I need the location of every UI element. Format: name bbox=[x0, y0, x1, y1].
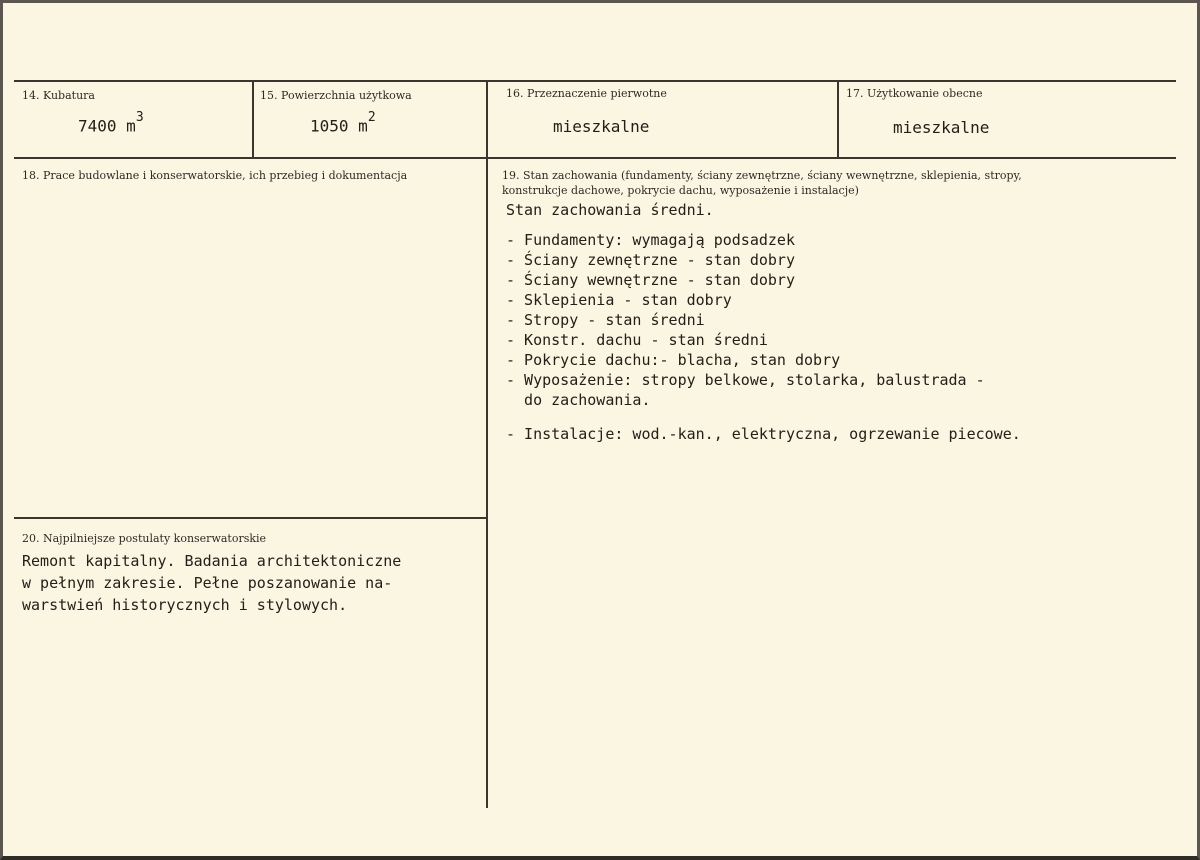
field-15-label: 15. Powierzchnia użytkowa bbox=[260, 89, 412, 102]
list-item: - Konstr. dachu - stan średni bbox=[506, 331, 768, 349]
list-item: do zachowania. bbox=[506, 391, 651, 409]
field-19-installations-item: - Instalacje: wod.-kan., elektryczna, ogrzewanie piecowe. bbox=[506, 425, 1021, 443]
header-bottom-rule bbox=[14, 157, 1176, 159]
powierzchnia-number: 1050 bbox=[310, 116, 349, 136]
field-14-value bbox=[78, 112, 144, 136]
divider-14-15 bbox=[252, 81, 254, 158]
field-18-bottom-rule bbox=[14, 517, 487, 519]
field-15-value bbox=[310, 112, 376, 136]
field-19-label-line2: konstrukcje dachowe, pokrycie dachu, wyposażenie i instalacje) bbox=[502, 184, 859, 197]
list-item: - Wyposażenie: stropy belkowe, stolarka, balustrada - bbox=[506, 371, 985, 389]
field-20-line-1: Remont kapitalny. Badania architektoniczne bbox=[22, 552, 402, 570]
kubatura-number: 7400 bbox=[78, 116, 117, 136]
list-item: - Fundamenty: wymagają podsadzek bbox=[506, 231, 795, 249]
kubatura-unit-exponent: 3 bbox=[135, 110, 144, 125]
powierzchnia-unit: m bbox=[358, 116, 368, 136]
field-17-value: mieszkalne bbox=[893, 118, 990, 137]
list-item: - Sklepienia - stan dobry bbox=[506, 291, 732, 309]
list-item: - Stropy - stan średni bbox=[506, 311, 705, 329]
field-14-label: 14. Kubatura bbox=[22, 89, 95, 102]
list-item: - Pokrycie dachu:- blacha, stan dobry bbox=[506, 351, 841, 369]
field-18-label: 18. Prace budowlane i konserwatorskie, ich przebieg i dokumentacja bbox=[22, 169, 408, 182]
field-17-label: 17. Użytkowanie obecne bbox=[846, 87, 983, 100]
field-19-summary: Stan zachowania średni. bbox=[506, 201, 714, 219]
field-19-condition-list bbox=[506, 230, 985, 410]
field-16-label: 16. Przeznaczenie pierwotne bbox=[506, 87, 667, 100]
divider-16-17 bbox=[837, 81, 839, 158]
field-20-line-2: w pełnym zakresie. Pełne poszanowanie na- bbox=[22, 574, 393, 592]
field-20-line-3: warstwień historycznych i stylowych. bbox=[22, 596, 348, 614]
kubatura-unit: m bbox=[126, 116, 136, 136]
field-16-value: mieszkalne bbox=[553, 117, 650, 136]
list-item: - Ściany zewnętrzne - stan dobry bbox=[506, 251, 795, 269]
powierzchnia-unit-exponent: 2 bbox=[367, 110, 376, 125]
field-19-label-line1: 19. Stan zachowania (fundamenty, ściany zewnętrzne, ściany wewnętrzne, sklepienia, stropy, bbox=[502, 169, 1022, 182]
field-20-label: 20. Najpilniejsze postulaty konserwatorskie bbox=[22, 532, 267, 545]
divider-15-16 bbox=[486, 81, 488, 808]
top-rule bbox=[14, 80, 1176, 82]
list-item: - Ściany wewnętrzne - stan dobry bbox=[506, 271, 795, 289]
